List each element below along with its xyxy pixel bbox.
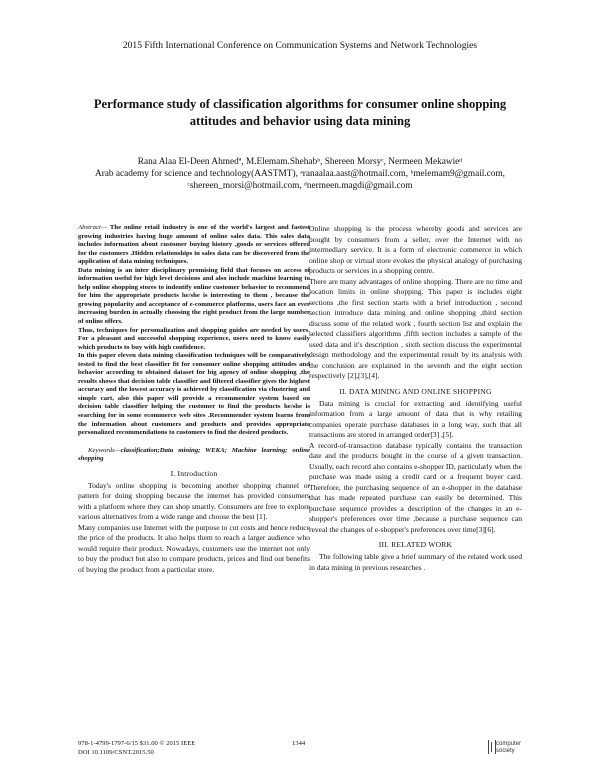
page-number: 1344 <box>292 740 306 747</box>
author-affiliation: Arab academy for science and technology(AASTMT), ᵃranaalaa.aast@hotmail.com, ᵇmelemam9@gmail.com, <box>94 168 506 179</box>
abstract <box>78 224 310 438</box>
right-paragraph-5: The following table give a brief summary of the related work used in data mining in previous researches . <box>309 552 522 572</box>
right-column <box>309 224 522 573</box>
right-paragraph-1: Online shopping is the process whereby goods and services are bought by consumers from a seller, over the Internet with no intermediary service. It is a form of electronic commerce in which online shop or virtual store evokes the physical analogy of purchasing products or services in a shopping centre. <box>309 224 522 275</box>
abstract-paragraph-2: Data mining is an inter disciplinary promising field that focuses on access of information useful for high level decisions and also include machine learning to help online shopping stores to indentify online customer behavior to recommend for him the appropriate products he/she is interesting to them , because the growing popularity and acceptance of e-commerce platforms, users face an ever increasing burden in actually choosing the right product from the large number of online offers. <box>78 266 310 326</box>
author-block <box>60 157 540 192</box>
section-heading-introduction: I. Introduction <box>170 468 218 478</box>
keywords-label: Keywords— <box>88 446 121 454</box>
right-paragraph-4: A record-of-transaction database typically contains the transaction date and the products bought in the course of a given transaction. Usually, each record also contains e-shopper ID, particularly when the purchase was made using a credit card or a frequent buyer card. Therefore, the purchasing sequence of an e-shopper in the database that has made repeated purchase can easily be determined. This purchase sequence provides a description of the changes in an e-shopper's preferences over time ,because a purchase sequence can reveal the changes of e-shopper's preferences over time[3][6]. <box>309 440 522 534</box>
abstract-paragraph-4: In this paper eleven data mining classification techniques will be comparatively tested to find the best classifier fit for consumer online shopping attitudes and behavior according to obtained dataset for big agency of online shopping ,the results shows that decision table classifier and filtered classifier gives the highest accuracy and the lowest accuracy is achieved by classification via clustering and simple cart, also this paper will provide a recommender system based on decision table classifier helping the customer to find the products he/she is searching for in some ecommerce web sites .Recommender system learns from the information about customers and products and provides appropriate personalized recommendations to customers to find the desired products. <box>78 352 310 437</box>
intro-paragraph-2: Many companies use Internet with the purpose to cut costs and hence reduce the price of the products. It also helps them to reach a larger audience who would require their product. Nowadays, customers use the internet not only to buy the product but also to compare products, prices and find out benefits of buying the product from a particular store. <box>78 522 310 574</box>
computer-society-logo-icon <box>488 740 496 754</box>
right-paragraph-3: Data mining is crucial for extracting and identifying useful information from a large amount of data that is why retailing companies operate purchase databases in a long way, such that all transactions are stored in arranged order[3] ,[5]. <box>309 398 522 439</box>
keywords <box>78 447 310 464</box>
abstract-paragraph-3: Thus, techniques for personalization and shopping guides are needed by users. For a pleasant and successful shopping experience, users need to know easily which products to buy with high confidence. <box>78 326 310 351</box>
introduction-body <box>78 481 310 576</box>
abstract-paragraph-1: Abstract— The online retail industry is one of the world's largest and fastest growing industries having huge amount of online sales data. This sales data includes information about customer buying history ,goods or services offered for the customers .Hidden relationships in sales data can be discovered from the application of data mining techniques. <box>78 224 310 266</box>
logo-text-1: computer <box>496 741 522 747</box>
conference-header: 2015 Fifth International Conference on Communication Systems and Network Technologies <box>122 40 478 51</box>
abstract-label: Abstract— <box>78 224 110 231</box>
intro-paragraph-1: Today's online shopping is becoming another shopping channel or pattern for doing shopping because the internet has provided consumers with a platform where they can shop smartly. Consumers are free to explore various alternatives from a wide range and choose the best [1]. <box>78 480 310 522</box>
left-column <box>78 224 310 575</box>
title-line-1: Performance study of classification algorithms for consumer online shopping <box>93 97 507 111</box>
paper-title <box>80 96 520 130</box>
footer-isbn: 978-1-4799-1797-6/15 $31.00 © 2015 IEEE <box>78 740 196 747</box>
right-body <box>309 224 522 382</box>
section-heading-data-mining: II. DATA MINING AND ONLINE SHOPPING <box>339 386 492 396</box>
footer-doi: DOI 10.1109/CSNT.2015.50 <box>78 748 154 756</box>
footer-identifiers <box>78 740 195 757</box>
computer-society-logo <box>488 736 526 760</box>
section-heading-related-work: III. RELATED WORK <box>378 540 453 549</box>
author-emails: ᶜshereen_morsi@hotmail.com, ᵈnermeen.magdi@gmail.com <box>187 180 413 191</box>
author-names: Rana Alaa El-Deen Ahmedª, M.Elemam.Shehabᵇ, Shereen Morsyᶜ, Nermeen Mekawieᵈ <box>137 157 463 167</box>
keywords-text: classification;Data mining; WEKA; Machine learning; online shopping <box>78 446 310 463</box>
title-line-2: attitudes and behavior using data mining <box>189 114 411 128</box>
right-paragraph-2: There are many advantages of online shopping. There are no time and location limits in online shopping. This paper is includes eight sections ,the first section starts with a brief introduction , second section introduce data mining and online shopping ,third section discuss some of the related work , fourth section list and explain the selected classifiers algorithms ,fifth section includes a sample of the used data and it's description , sixth section discuss the experimental design methodology and the experimental result by its analysis with the conclusion are explained in the seventh and the eight section respectively [2],[3],[4]. <box>309 276 522 380</box>
logo-text-2: society <box>496 747 515 754</box>
related-work-body <box>309 552 522 573</box>
data-mining-body <box>309 399 522 536</box>
